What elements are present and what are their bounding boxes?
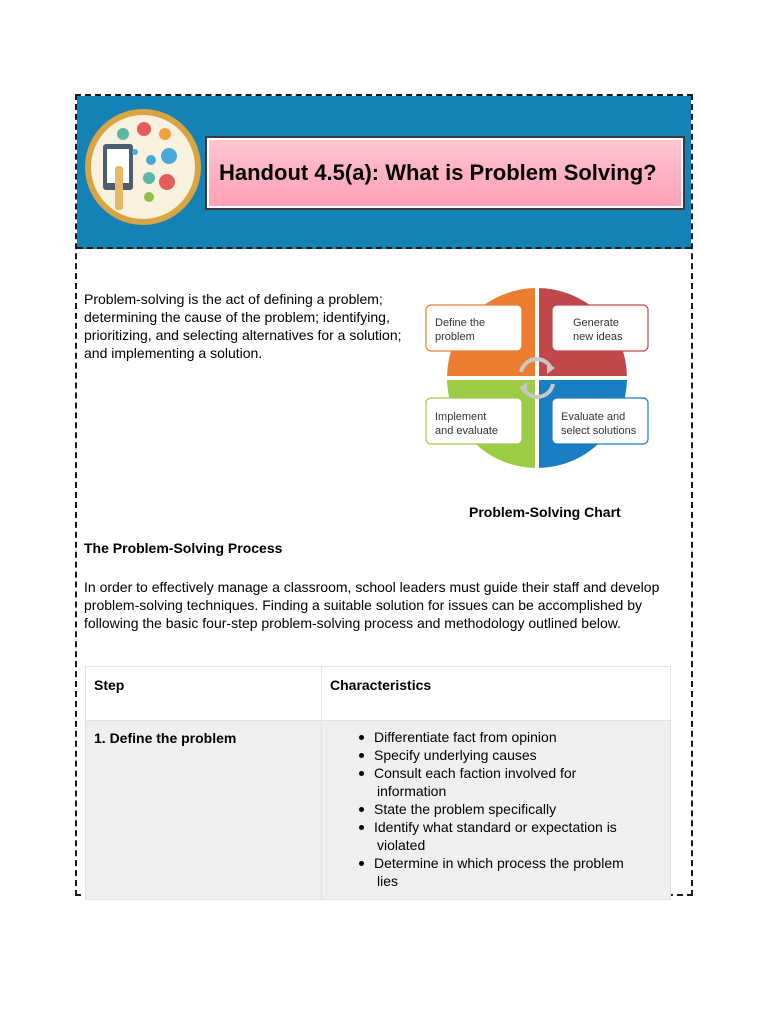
- label-generate-2: new ideas: [573, 331, 623, 343]
- problem-solving-cycle-diagram: [421, 282, 653, 474]
- section-text: In order to effectively manage a classroom, school leaders must guide their staff and develop problem-solving techniques. Finding a suitable solution for issues can be accomplished by following the basic four-step problem-solving process and methodology outlined below.: [84, 579, 660, 631]
- characteristics-cell: [322, 721, 671, 900]
- list-item: Specify underlying causes: [356, 746, 662, 764]
- characteristics-list: [330, 728, 662, 890]
- chart-caption: Problem-Solving Chart: [469, 504, 621, 520]
- tablet-apps-icon: [83, 104, 203, 230]
- label-evaluate-1: Evaluate and: [561, 411, 626, 423]
- label-implement-2: and evaluate: [435, 425, 498, 437]
- section-title: The Problem-Solving Process: [84, 540, 283, 556]
- list-item: Identify what standard or expectation is violated: [356, 818, 662, 854]
- label-evaluate-2: select solutions: [561, 425, 637, 437]
- list-item: State the problem specifically: [356, 800, 662, 818]
- steps-table: [85, 666, 671, 900]
- handout-page: [75, 94, 693, 896]
- label-define-1: Define the: [435, 317, 486, 329]
- page-title: Handout 4.5(a): What is Problem Solving?: [219, 160, 657, 185]
- label-implement-1: Implement: [435, 411, 487, 423]
- intro-text: Problem-solving is the act of defining a problem; determining the cause of the problem; identifying, prioritizing, and selecting alternatives for a solution; and implementing a solution.: [84, 291, 402, 361]
- table-header-row: [86, 667, 671, 721]
- header-characteristics: Characteristics: [322, 667, 671, 721]
- title-box: [205, 136, 685, 210]
- list-item: Differentiate fact from opinion: [356, 728, 662, 746]
- header-step: Step: [86, 667, 322, 721]
- table-row: [86, 721, 671, 900]
- header-banner: [77, 96, 691, 249]
- step-name: 1. Define the problem: [86, 721, 322, 900]
- label-define-2: problem: [435, 331, 475, 343]
- list-item: Consult each faction involved for information: [356, 764, 662, 800]
- list-item: Determine in which process the problem lies: [356, 854, 662, 890]
- label-generate-1: Generate: [573, 317, 619, 329]
